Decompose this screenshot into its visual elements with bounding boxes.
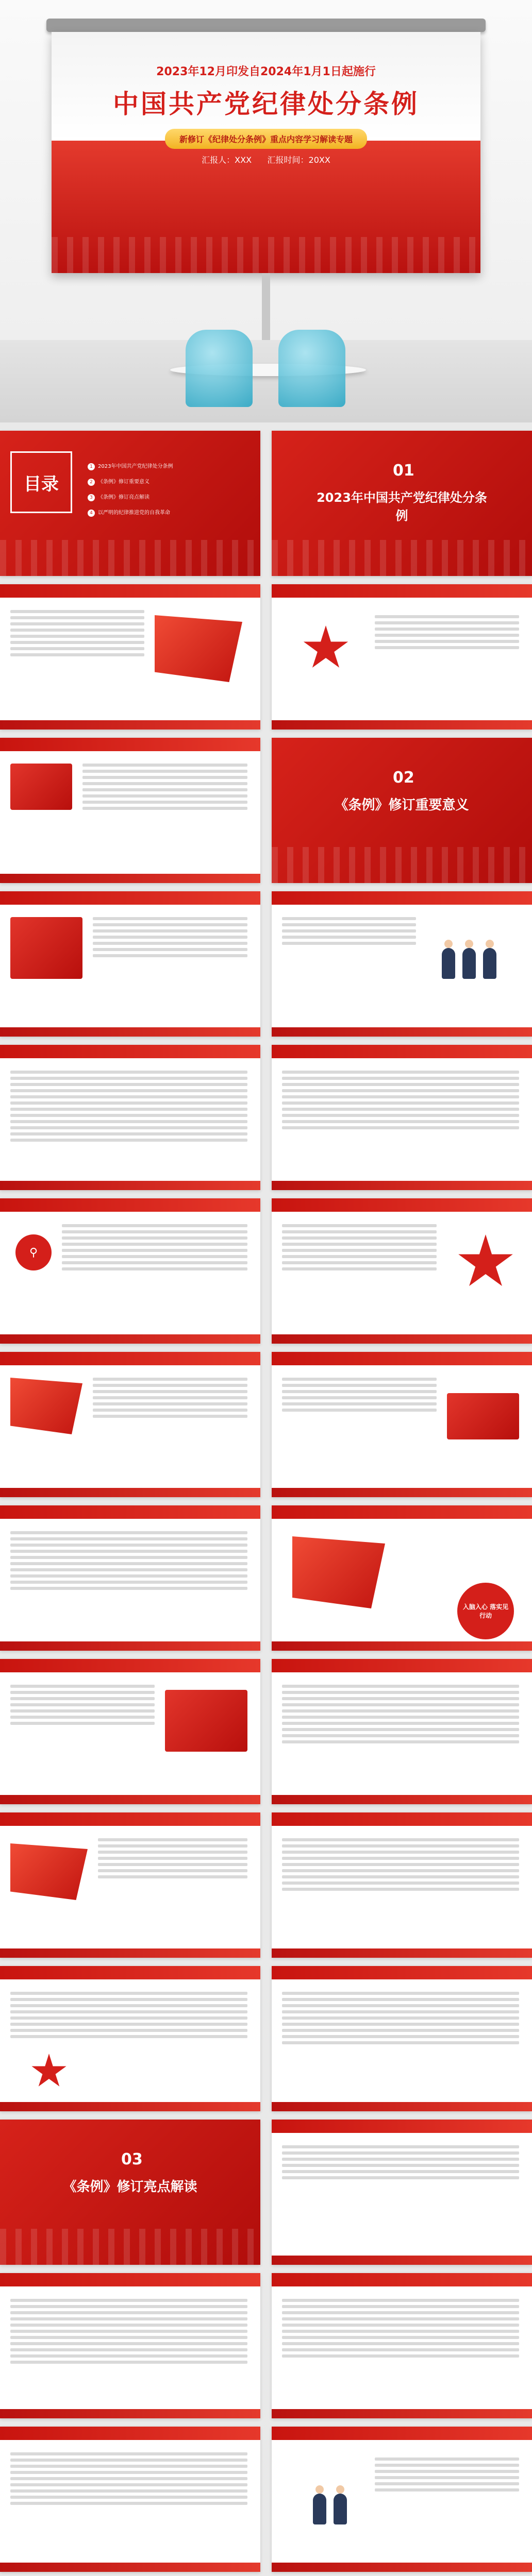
text-lines	[98, 1838, 247, 1882]
slide-header	[0, 1659, 260, 1672]
slide-footer	[0, 1948, 260, 1958]
slide-content	[272, 1505, 532, 1651]
slide-header	[0, 2427, 260, 2440]
slide-footer	[0, 2102, 260, 2111]
text-lines	[282, 2299, 519, 2361]
skyline-pattern	[52, 237, 480, 273]
cover-meta	[52, 154, 480, 165]
cover-ribbon: 新修订《纪律处分条例》重点内容学习解读专题	[165, 129, 367, 149]
slide-footer	[272, 1334, 532, 1344]
slide-footer	[272, 2563, 532, 2572]
slide-header	[272, 1659, 532, 1672]
text-lines	[375, 2458, 519, 2495]
slide-header	[272, 1966, 532, 1979]
star-icon	[303, 625, 349, 672]
text-lines	[282, 917, 416, 948]
slide-content	[272, 2273, 532, 2418]
text-lines	[10, 2452, 247, 2508]
slide-header	[272, 1505, 532, 1519]
toc-dot-icon: 2	[88, 479, 95, 486]
text-lines	[375, 615, 519, 652]
text-lines	[282, 1224, 437, 1274]
section-number: 02	[393, 769, 414, 787]
person-icon	[334, 2494, 347, 2524]
cover-title: 中国共产党纪律处分条例	[113, 89, 419, 119]
slide-header	[272, 891, 532, 905]
slide-header	[0, 1812, 260, 1826]
slide-footer	[0, 2563, 260, 2572]
cover-date-line: 2023年12月印发自2024年1月1日起施行	[156, 65, 376, 78]
cover-mockup	[0, 0, 532, 422]
slide-content	[0, 1198, 260, 1344]
slide-content	[0, 2273, 260, 2418]
text-lines	[282, 1992, 519, 2047]
slide-footer	[272, 1795, 532, 1804]
floor	[0, 340, 532, 422]
slide-header	[0, 1505, 260, 1519]
slide-footer	[0, 1181, 260, 1190]
text-lines	[10, 2299, 247, 2367]
person-icon	[313, 2494, 326, 2524]
slide-content	[272, 1966, 532, 2111]
slide-content	[272, 1045, 532, 1190]
slide-content	[0, 1659, 260, 1804]
skyline-pattern	[0, 2229, 260, 2265]
slide-footer	[272, 2102, 532, 2111]
skyline-pattern	[0, 540, 260, 576]
projector-bar	[46, 19, 486, 32]
slide-header	[272, 2120, 532, 2133]
slide-footer	[272, 1027, 532, 1037]
slide-header	[0, 1352, 260, 1365]
slide-header	[0, 1966, 260, 1979]
slide-footer	[272, 720, 532, 730]
text-lines	[10, 1531, 247, 1593]
slide-footer	[0, 2409, 260, 2418]
stamp-badge: 入脑入心 落实见行动	[457, 1583, 514, 1639]
building-image	[447, 1393, 519, 1439]
slide-section-2	[272, 738, 532, 883]
slides-grid	[0, 422, 532, 2576]
photo-image	[165, 1690, 247, 1752]
chair-icon	[186, 330, 253, 407]
slide-footer	[0, 1334, 260, 1344]
slide-footer	[0, 1027, 260, 1037]
text-lines	[282, 2145, 519, 2182]
slide-content	[272, 1659, 532, 1804]
slide-header	[0, 891, 260, 905]
flag-image	[155, 615, 242, 682]
section-title: 2023年中国共产党纪律处分条例	[317, 490, 487, 523]
slide-content	[0, 584, 260, 730]
section-number: 03	[121, 2150, 143, 2168]
slide-content	[272, 2427, 532, 2572]
slide-header	[0, 1198, 260, 1212]
slide-header	[272, 2273, 532, 2286]
slide-content	[272, 1352, 532, 1497]
text-lines	[93, 917, 247, 960]
slide-content	[272, 2120, 532, 2265]
slide-header	[272, 1352, 532, 1365]
slide-content	[0, 2427, 260, 2572]
skyline-pattern	[272, 540, 532, 576]
text-lines	[62, 1224, 247, 1274]
flag-image	[10, 1843, 88, 1900]
section-number: 01	[393, 462, 414, 480]
slide-content	[272, 1198, 532, 1344]
slide-footer	[0, 874, 260, 883]
text-lines	[10, 1685, 155, 1728]
skyline-pattern	[272, 847, 532, 883]
slide-content	[0, 1812, 260, 1958]
toc-dot-icon: 1	[88, 463, 95, 470]
phone-image	[10, 917, 82, 979]
cover-screen	[52, 32, 480, 273]
slide-content	[272, 584, 532, 730]
chair-icon	[278, 330, 345, 407]
slide-header	[272, 1812, 532, 1826]
toc-dot-icon: 4	[88, 510, 95, 517]
slide-footer	[272, 2256, 532, 2265]
slide-footer	[0, 1488, 260, 1497]
slide-content	[0, 1045, 260, 1190]
star-icon	[31, 2054, 67, 2090]
slide-content	[0, 1352, 260, 1497]
toc-item: 4 以严明的纪律推进党的自我革命	[88, 508, 170, 517]
text-lines	[93, 1378, 247, 1421]
slide-content	[0, 1505, 260, 1651]
slide-header	[272, 1045, 532, 1058]
person-icon	[483, 948, 496, 979]
text-lines	[282, 1838, 519, 1894]
magnifier-icon: ⚲	[15, 1234, 52, 1270]
toc-label: 目录	[10, 451, 72, 513]
slide-footer	[0, 1641, 260, 1651]
slide-content	[0, 1966, 260, 2111]
flag-image	[10, 1378, 82, 1434]
slide-toc	[0, 431, 260, 576]
section-title: 《条例》修订亮点解读	[63, 2179, 197, 2195]
text-lines	[282, 1685, 519, 1747]
slide-header	[0, 738, 260, 751]
person-icon	[442, 948, 455, 979]
slide-footer	[272, 1948, 532, 1958]
slide-footer	[272, 2409, 532, 2418]
text-lines	[10, 1992, 247, 2041]
image-block	[10, 764, 72, 810]
text-lines	[10, 1071, 247, 1145]
section-title: 《条例》修订重要意义	[335, 798, 469, 813]
cover-time: 汇报时间：20XX	[267, 155, 330, 165]
toc-item: 2 《条例》修订重要意义	[88, 477, 149, 486]
text-lines	[10, 610, 144, 659]
flag-image	[292, 1536, 385, 1608]
slide-footer	[0, 1795, 260, 1804]
slide-header	[0, 584, 260, 598]
slide-footer	[272, 1488, 532, 1497]
slide-content	[0, 738, 260, 883]
slide-header	[272, 2427, 532, 2440]
slide-section-1	[272, 431, 532, 576]
text-lines	[282, 1378, 437, 1415]
toc-dot-icon: 3	[88, 494, 95, 501]
slide-header	[0, 1045, 260, 1058]
slide-header	[272, 1198, 532, 1212]
person-icon	[462, 948, 476, 979]
screen-stand	[262, 273, 270, 345]
slide-footer	[0, 720, 260, 730]
slide-content	[272, 1812, 532, 1958]
text-lines	[82, 764, 247, 813]
toc-item: 1 2023年中国共产党纪律处分条例	[88, 462, 173, 470]
slide-content	[272, 891, 532, 1037]
slide-header	[272, 584, 532, 598]
slide-section-3	[0, 2120, 260, 2265]
slide-footer	[272, 1181, 532, 1190]
slide-footer	[272, 1641, 532, 1651]
slide-header	[0, 2273, 260, 2286]
text-lines	[282, 1071, 519, 1132]
slide-content	[0, 891, 260, 1037]
cover-reporter: 汇报人：XXX	[202, 155, 252, 165]
toc-item: 3 《条例》修订亮点解读	[88, 493, 149, 501]
star-icon	[457, 1234, 514, 1291]
